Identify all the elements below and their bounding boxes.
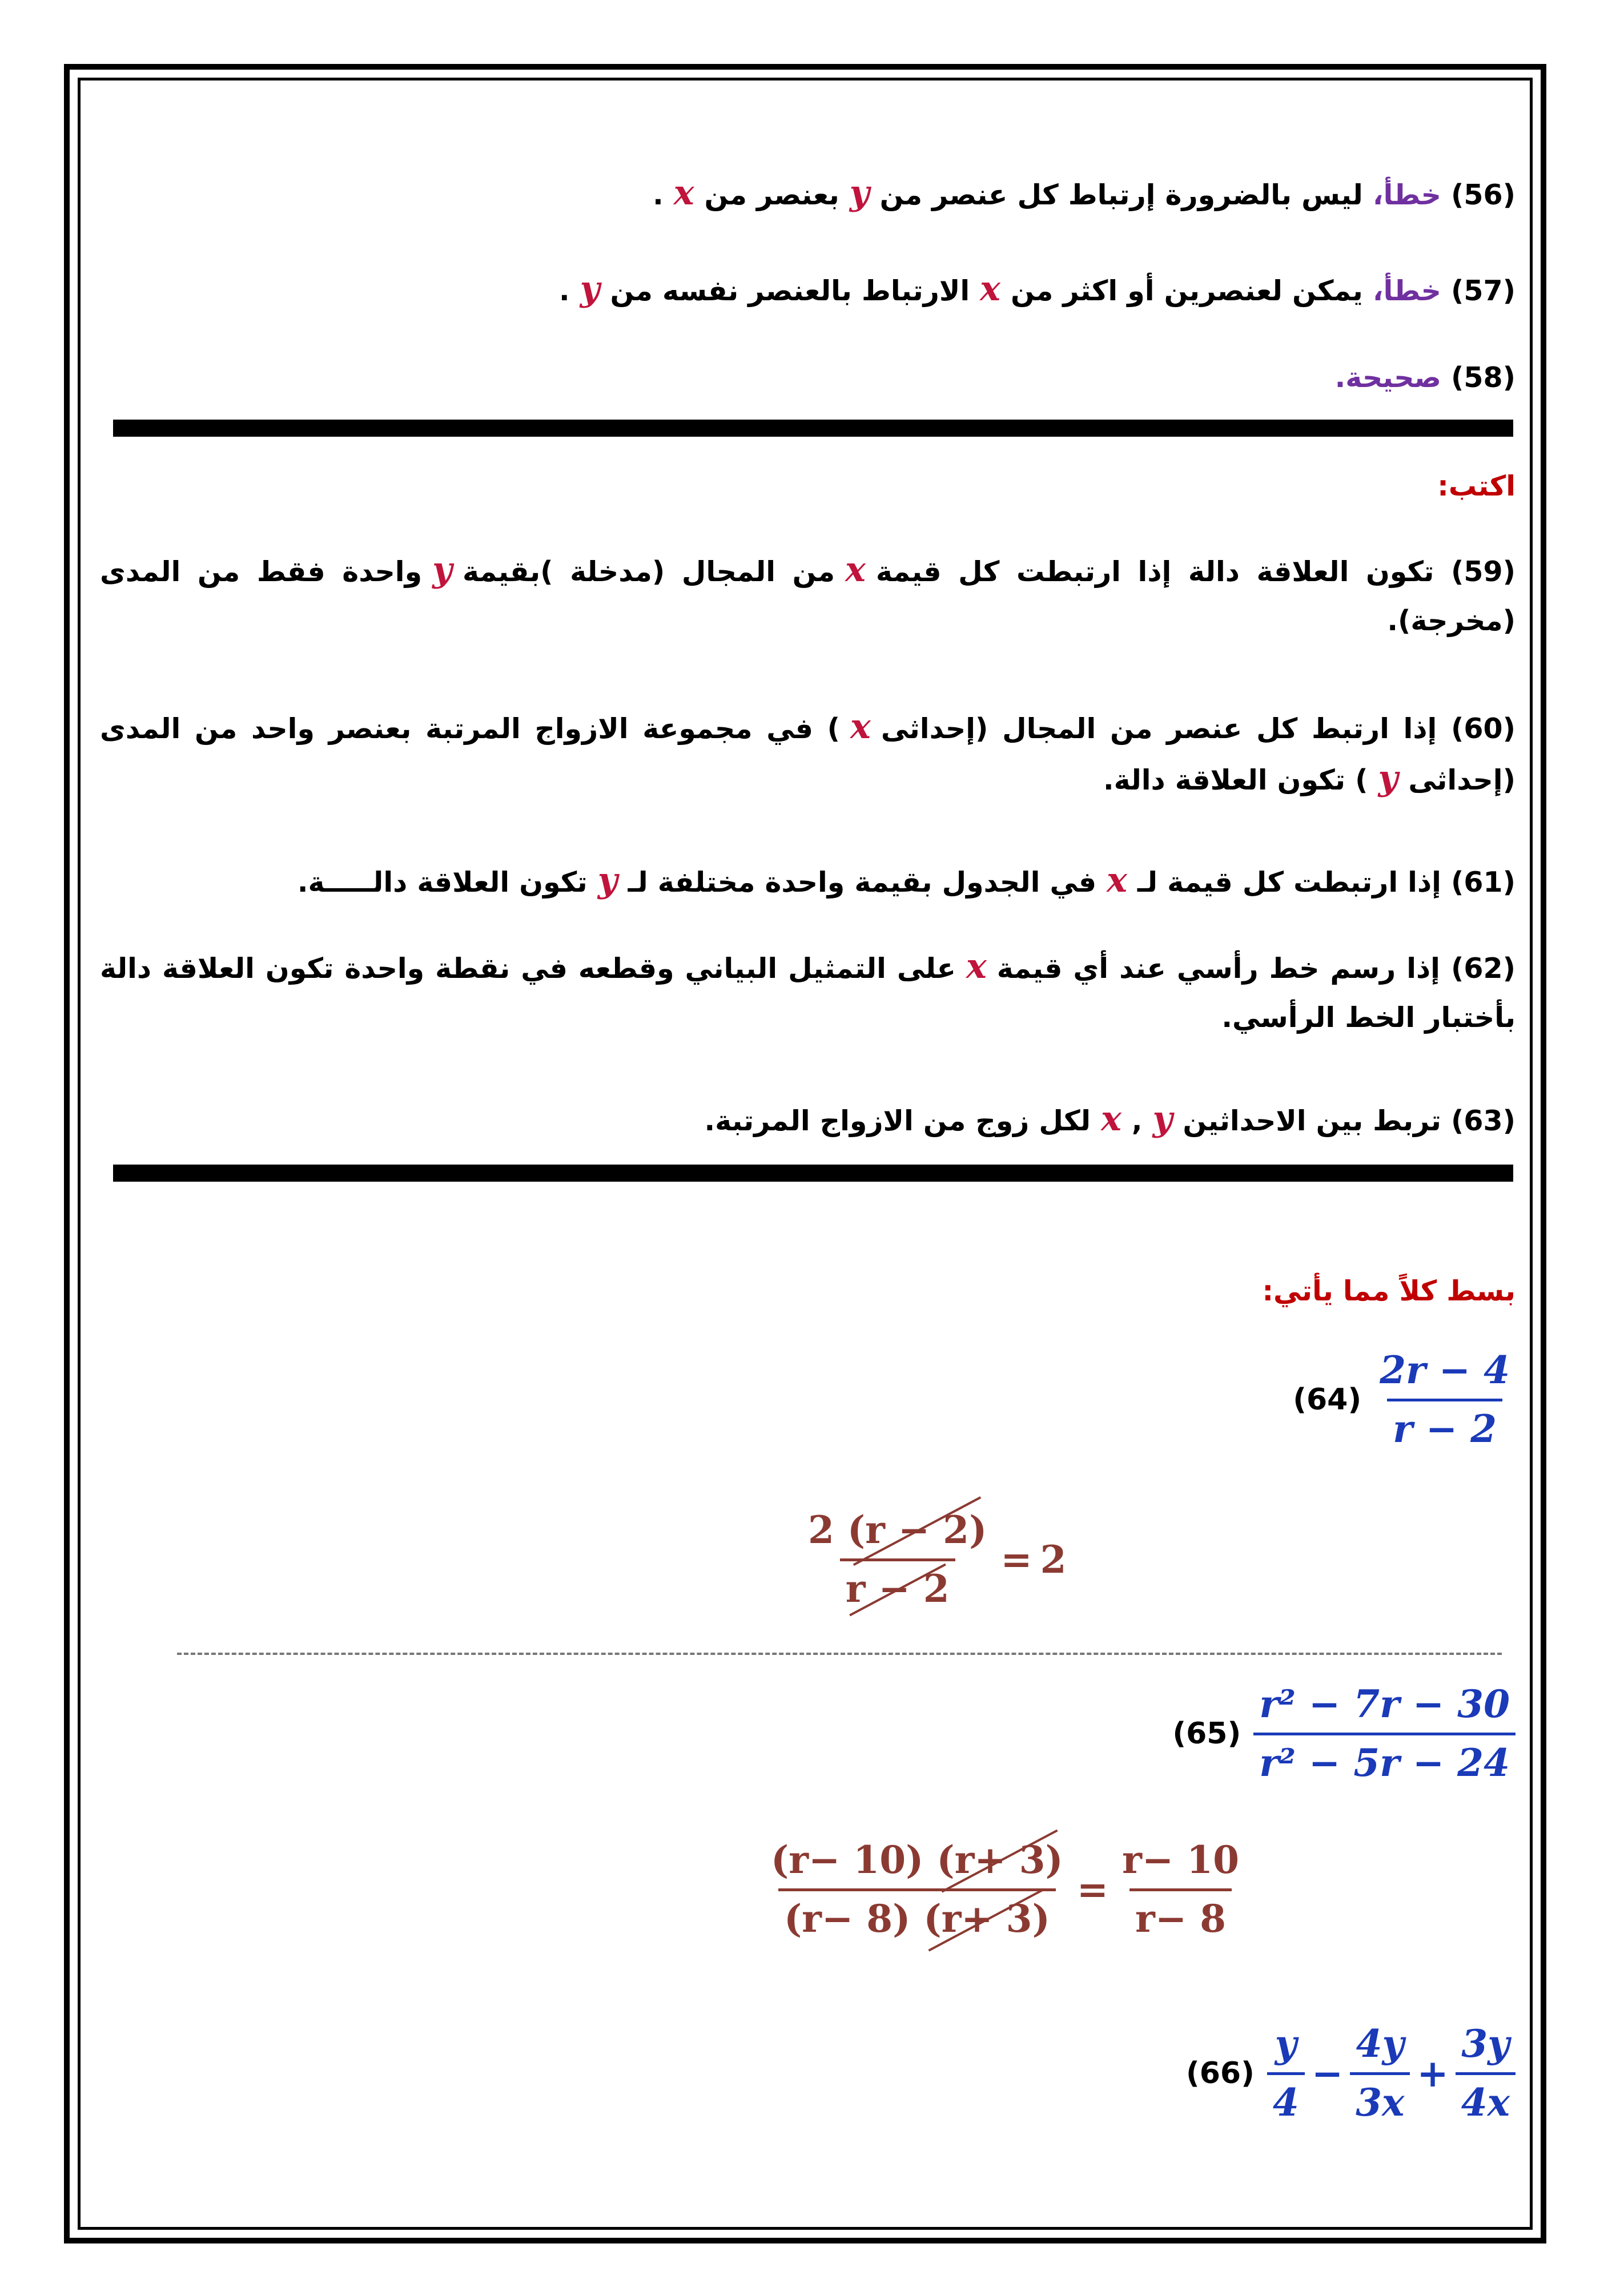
answer-60: (60) إذا ارتبط كل عنصر من المجال (إحداثىx) في مجموعة الازواج المرتبة بعنصر واحد من المدى (إحداثىy) تكون العلاقة دالة. [100,707,1516,798]
answer-56: (56) خطأ، ليس بالضرورة إرتباط كل عنصر منyبعنصر منx. [653,173,1516,213]
section-divider-1 [113,420,1513,437]
solution-65-left-fraction: $\frac{(r- 10) (r+ 3)}{(r- 8) (r+ 3)}$ [771,1838,1063,1941]
section-divider-2 [113,1165,1513,1182]
answer-63: (63) تربط بين الاحداثينy,xلكل زوج من الازواج المرتبة. [704,1099,1516,1139]
write-heading: اكتب: [1437,470,1516,502]
exercise-66-expression: $\frac{y}{4}$ − $\frac{4y}{3x}$ + $\frac{3y}{4x}$ [1267,2021,1516,2125]
exercise-65-fraction: $\frac{\text{r² − 7r − 30}}{\text{r² − 5r − 24}}$ [1253,1681,1516,1786]
solution-65-result-fraction: $\frac{r- 10}{r- 8}$ [1122,1838,1239,1941]
solution-65: $\frac{(r- 10) (r+ 3)}{(r- 8) (r+ 3)}$ = $\frac{r- 10}{r- 8}$ [765,1837,1245,1941]
answer-59: (59) تكون العلاقة دالة إذا ارتبطت كل قيمةxمن المجال (مدخلة )بقيمةyواحدة فقط من المدى (مخرجة). [100,550,1516,637]
solution-64-fraction: $\frac{2 (r - 2)}{r - 2}$ [808,1508,987,1611]
exercise-65-number: (65) [1172,1716,1241,1751]
exercise-64 [1293,1347,1516,1452]
solution-64: $\frac{2 (r - 2)}{r - 2}$ = 2 [802,1507,1067,1612]
answer-58: (58) صحيحة. [1334,361,1516,394]
exercise-66 [1186,2021,1516,2125]
answer-62: (62) إذا رسم خط رأسي عند أي قيمةxعلى التمثيل البياني وقطعه في نقطة واحدة تكون العلاقة دالة بأختبار الخط الرأسي. [100,946,1516,1034]
exercise-64-number: (64) [1293,1382,1362,1417]
exercise-64-fraction: $\frac{2r - 4}{r - 2}$ [1380,1348,1510,1451]
dashed-separator [177,1653,1502,1655]
exercise-65 [1172,1681,1516,1786]
answer-61: (61) إذا ارتبطت كل قيمة لـxفي الجدول بقيمة واحدة مختلفة لـyتكون العلاقة دالـــــة. [297,860,1516,900]
exercise-66-number: (66) [1185,2056,1255,2090]
simplify-heading: بسط كلاً مما يأتي: [1262,1275,1516,1307]
answer-57: (57) خطأ، يمكن لعنصرين أو اكثر منxالارتباط بالعنصر نفسه منy. [559,269,1516,309]
